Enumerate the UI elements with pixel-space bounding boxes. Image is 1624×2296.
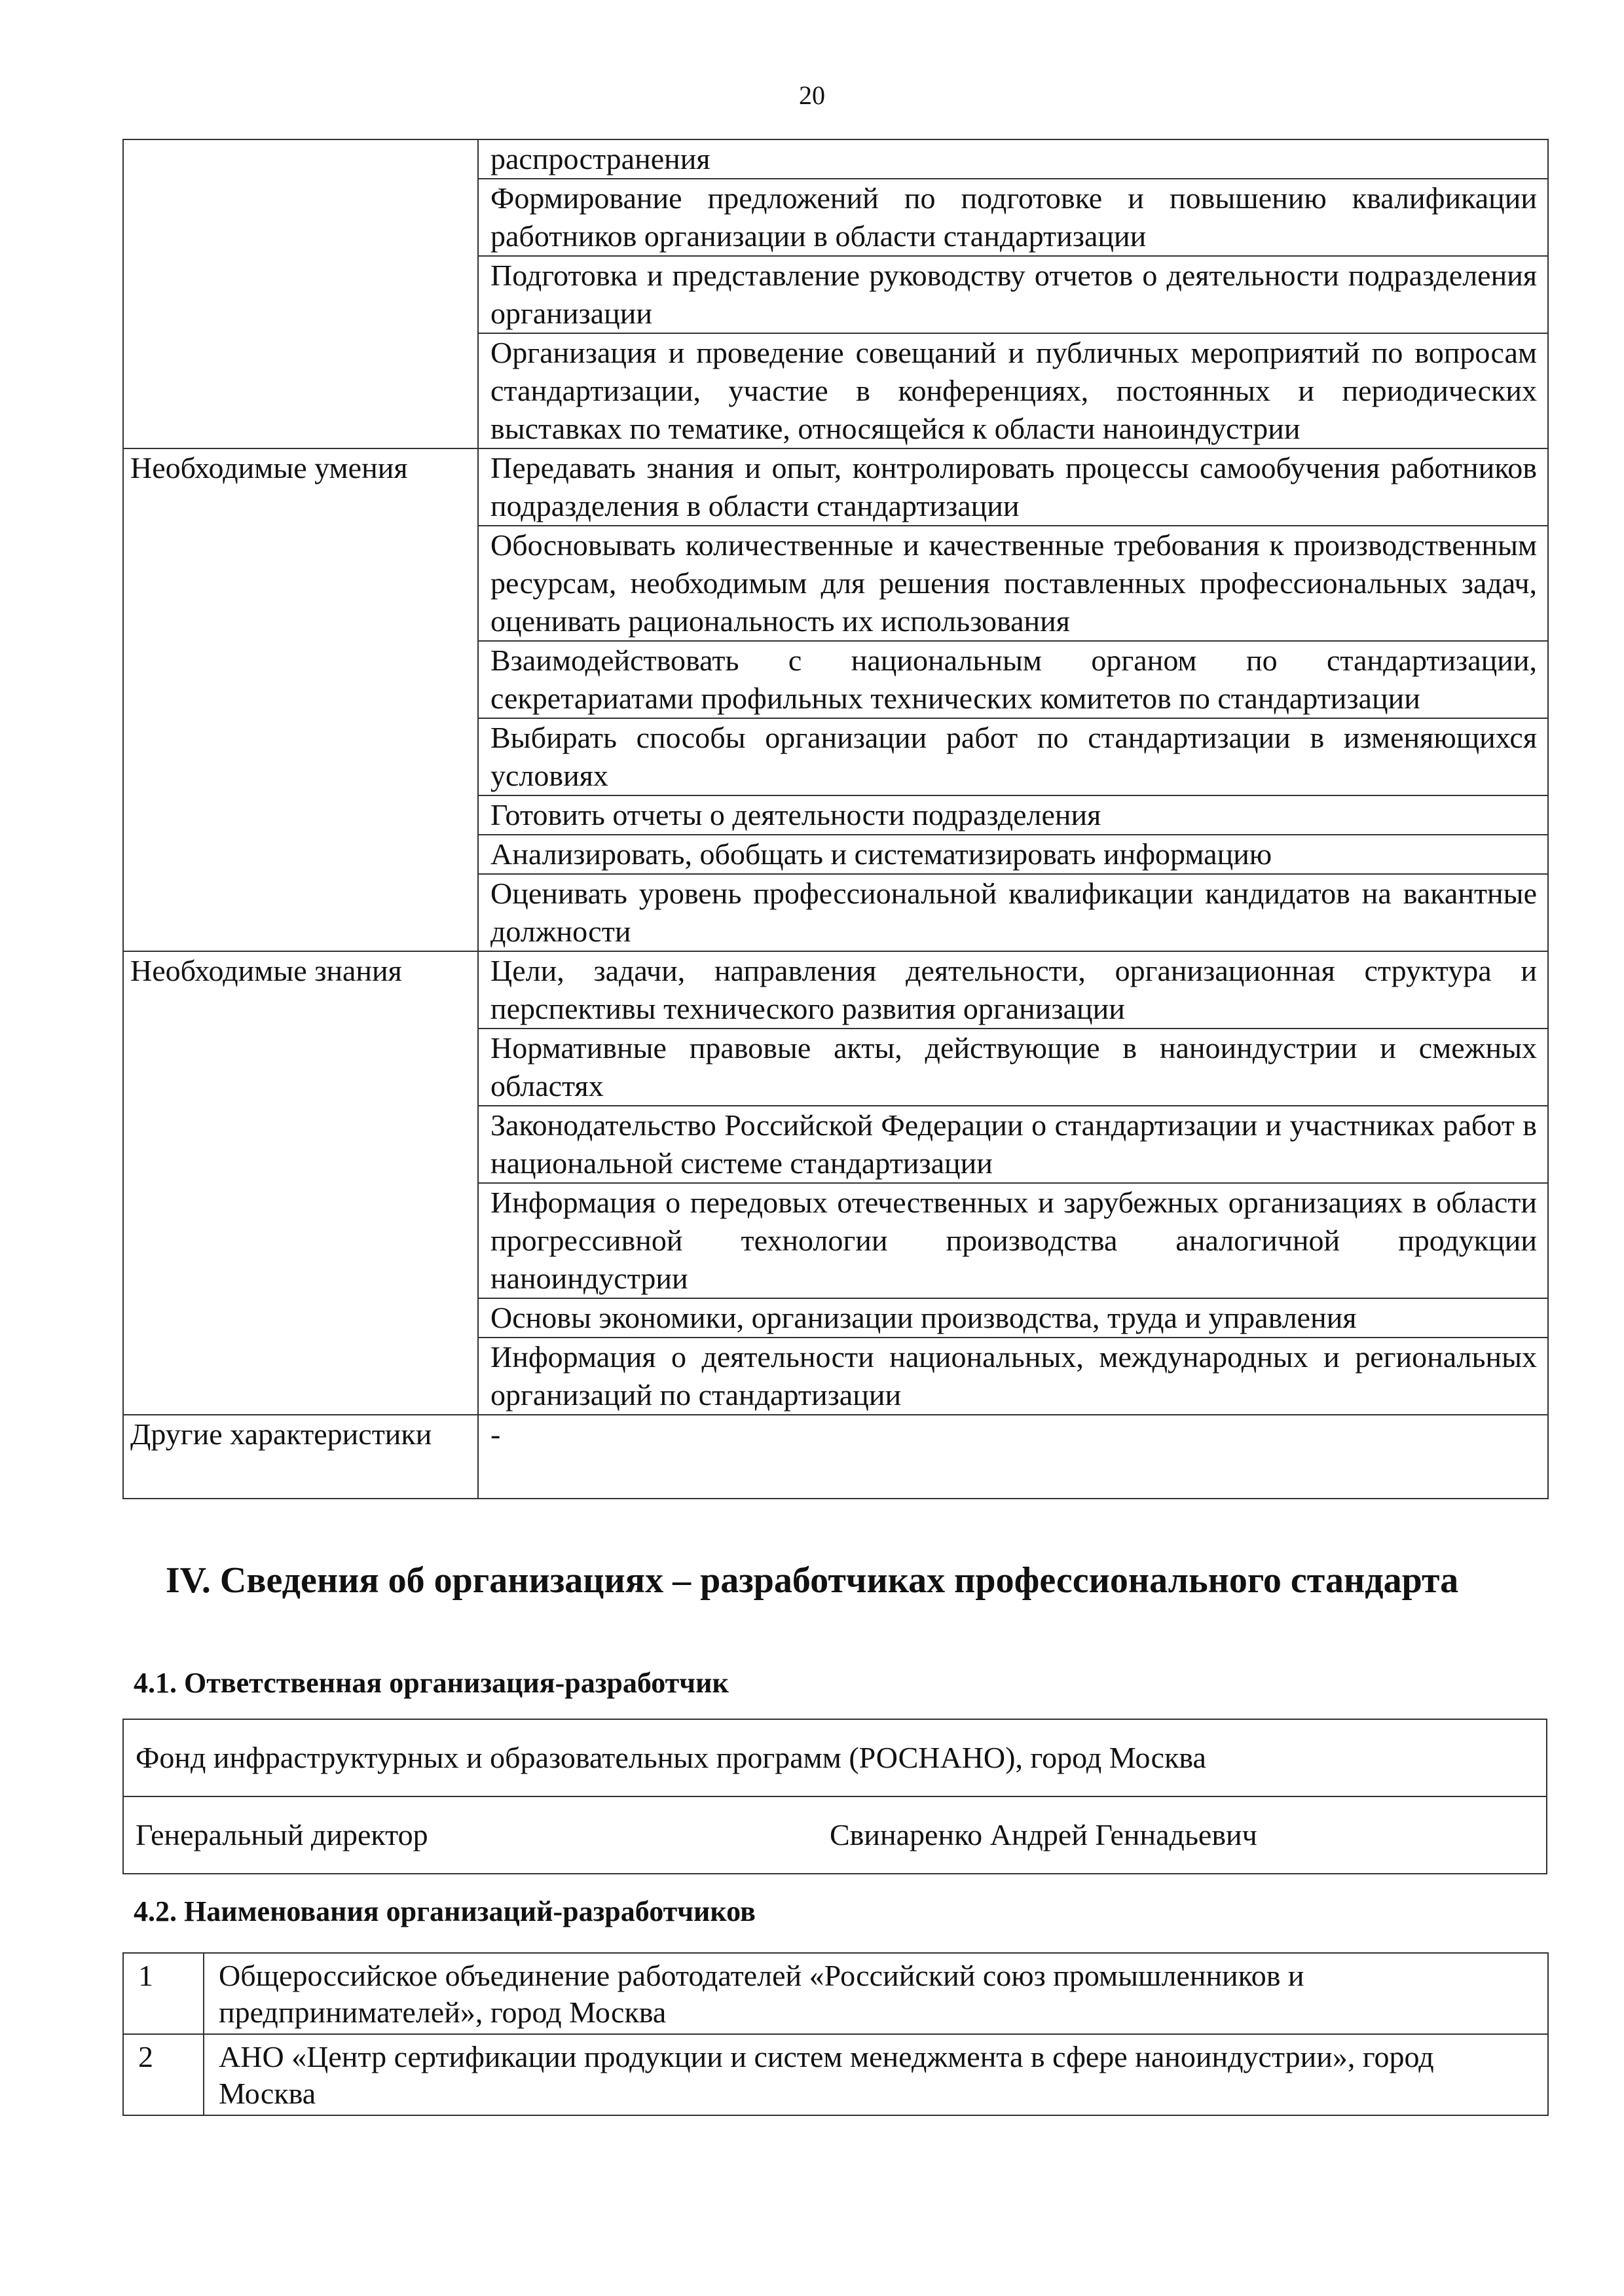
qualification-table [122, 139, 1549, 1499]
table-row [123, 1719, 1547, 1796]
table-cell: Нормативные правовые акты, действующие в наноиндустрии и смежных областях [478, 1029, 1548, 1106]
table-cell: Законодательство Российской Федерации о стандартизации и участниках работ в национальной системе стандартизации [478, 1106, 1548, 1183]
organization-name: Фонд инфраструктурных и образовательных программ (РОСНАНО), город Москва [123, 1719, 1547, 1796]
developer-name: АНО «Центр сертификации продукции и систем менеджмента в сфере наноиндустрии», город Москва [204, 2034, 1548, 2115]
row-label-skills: Необходимые умения [123, 448, 478, 951]
table-row [123, 448, 1548, 526]
row-number: 1 [123, 1953, 204, 2034]
table-cell: Взаимодействовать с национальным органом по стандартизации, секретариатами профильных технических комитетов по стандартизации [478, 641, 1548, 718]
table-row [123, 1415, 1548, 1499]
table-cell: Передавать знания и опыт, контролировать процессы самообучения работников подразделения в области стандартизации [478, 448, 1548, 526]
responsible-org-heading: 4.1. Ответственная организация-разработчик [134, 1667, 729, 1699]
developers-heading: 4.2. Наименования организаций-разработчиков [134, 1895, 756, 1927]
table-cell: распространения [478, 139, 1548, 179]
table-cell: Обосновывать количественные и качественные требования к производственным ресурсам, необходимым для решения поставленных профессиональных задач, оценивать рациональность их использования [478, 526, 1548, 641]
table-row [123, 139, 1548, 179]
table-cell: - [478, 1415, 1548, 1499]
table-cell: Подготовка и представление руководству отчетов о деятельности подразделения организации [478, 256, 1548, 333]
row-number: 2 [123, 2034, 204, 2115]
table-cell: Информация о деятельности национальных, международных и региональных организаций по стандартизации [478, 1338, 1548, 1415]
table-cell: Цели, задачи, направления деятельности, организационная структура и перспективы технического развития организации [478, 951, 1548, 1029]
developers-table [122, 1952, 1549, 2116]
table-row [123, 1953, 1548, 2034]
table-cell: Анализировать, обобщать и систематизировать информацию [478, 835, 1548, 874]
table-cell: Информация о передовых отечественных и зарубежных организациях в области прогрессивной технологии производства аналогичной продукции наноиндустрии [478, 1183, 1548, 1298]
section-heading: IV. Сведения об организациях – разработчиках профессионального стандарта [165, 1560, 1459, 1601]
developer-name: Общероссийское объединение работодателей «Российский союз промышленников и предпринимателей», город Москва [204, 1953, 1548, 2034]
position-title: Генеральный директор [136, 1818, 428, 1851]
table-row [123, 951, 1548, 1029]
table-cell: Готовить отчеты о деятельности подразделения [478, 795, 1548, 835]
responsible-org-table [122, 1719, 1547, 1874]
signatory-line [136, 1816, 1534, 1854]
table-row [123, 1796, 1547, 1874]
signatory-row [123, 1796, 1547, 1874]
table-cell: Основы экономики, организации производства, труда и управления [478, 1298, 1548, 1338]
director-name: Свинаренко Андрей Геннадьевич [830, 1818, 1257, 1851]
row-label-knowledge: Необходимые знания [123, 951, 478, 1415]
table-cell: Выбирать способы организации работ по стандартизации в изменяющихся условиях [478, 718, 1548, 795]
page-number: 20 [799, 81, 825, 110]
table-cell: Формирование предложений по подготовке и повышению квалификации работников организации в области стандартизации [478, 179, 1548, 256]
row-label [123, 139, 478, 448]
table-cell: Оценивать уровень профессиональной квалификации кандидатов на вакантные должности [478, 874, 1548, 951]
table-row [123, 2034, 1548, 2115]
row-label-other: Другие характеристики [123, 1415, 478, 1499]
table-cell: Организация и проведение совещаний и публичных мероприятий по вопросам стандартизации, участие в конференциях, постоянных и периодических выставках по тематике, относящейся к области наноиндустрии [478, 333, 1548, 448]
